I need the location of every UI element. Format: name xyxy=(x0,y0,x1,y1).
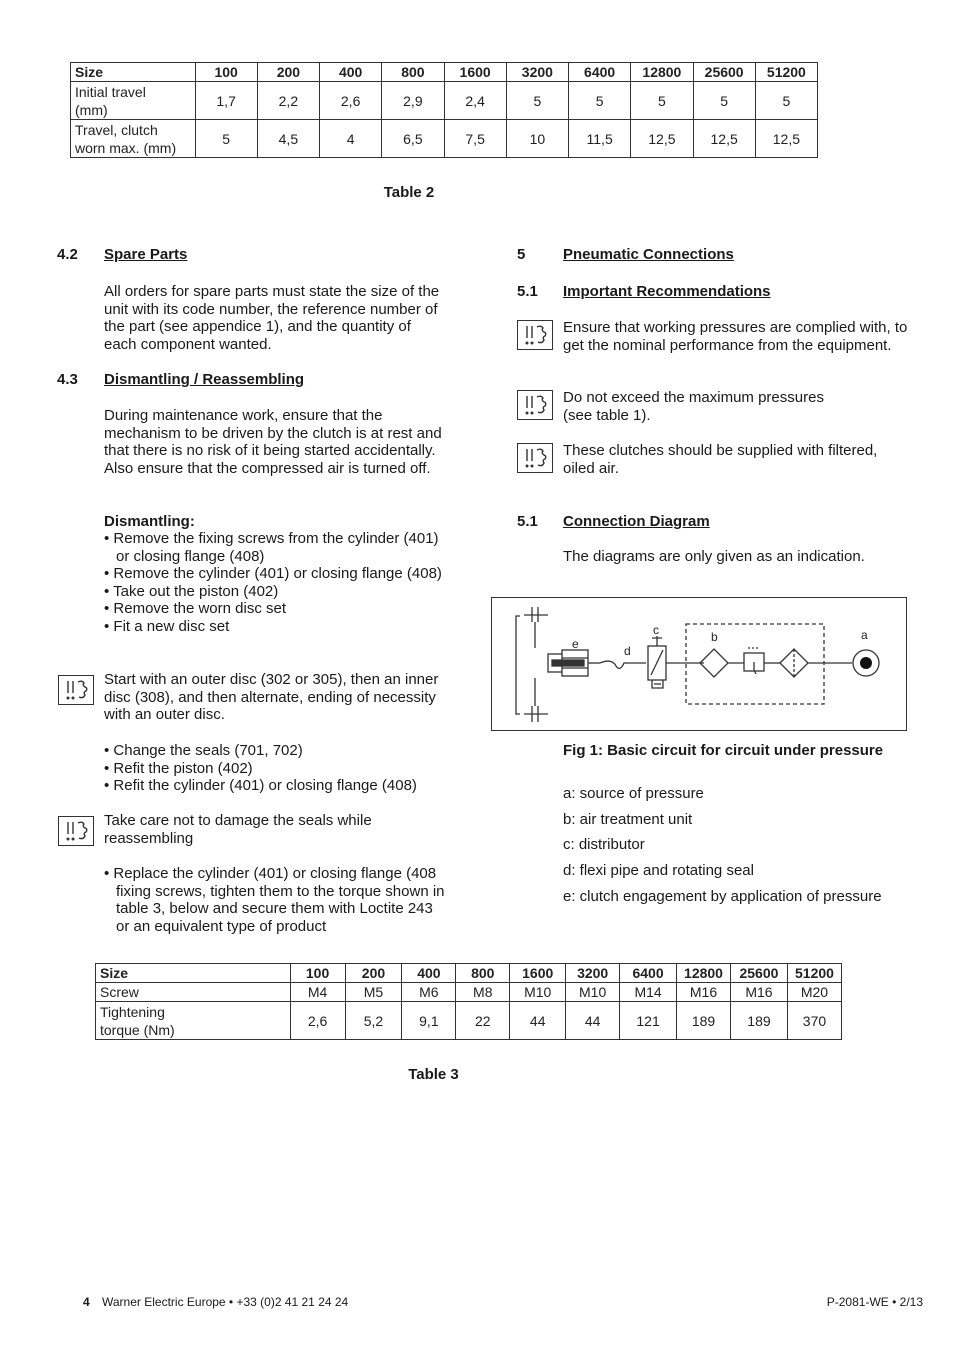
table-cell: 2,9 xyxy=(382,82,444,120)
caution-icon xyxy=(517,443,553,473)
table-row xyxy=(71,120,818,158)
table-cell: 22 xyxy=(456,1002,510,1040)
table-cell: M14 xyxy=(620,983,677,1002)
table-header-cell: 12800 xyxy=(677,964,731,983)
footer-company: Warner Electric Europe • +33 (0)2 41 21 24 24 xyxy=(102,1295,349,1309)
table-cell: 5 xyxy=(693,82,755,120)
table-cell: 2,6 xyxy=(290,1002,345,1040)
table-header-cell: 1600 xyxy=(510,964,566,983)
caution-icon xyxy=(58,816,94,846)
table-header-cell: Size xyxy=(96,964,291,983)
section-number: 5.1 xyxy=(517,283,538,300)
diagram-note: The diagrams are only given as an indication. xyxy=(563,548,865,565)
table-cell: 44 xyxy=(510,1002,566,1040)
label-d: d xyxy=(624,644,631,658)
list-item: • Remove the worn disc set xyxy=(104,600,444,618)
list-item: • Fit a new disc set xyxy=(104,618,444,636)
table-row xyxy=(71,82,818,120)
table-header-cell: 3200 xyxy=(506,63,568,82)
table-header-row xyxy=(96,964,842,983)
table-cell: 5 xyxy=(631,82,693,120)
table-header-cell: 51200 xyxy=(755,63,817,82)
table-cell: M5 xyxy=(345,983,402,1002)
table-cell: 11,5 xyxy=(569,120,631,158)
section-title-pneumatic: Pneumatic Connections xyxy=(563,246,734,263)
figure-caption: Fig 1: Basic circuit for circuit under pressure xyxy=(563,742,884,759)
table-cell: 5 xyxy=(195,120,257,158)
dismantling-subtitle: Dismantling: xyxy=(104,513,195,530)
table-header-cell: 3200 xyxy=(566,964,620,983)
row-label xyxy=(71,82,196,120)
page-number: 4 xyxy=(83,1295,90,1309)
legend-item: e: clutch engagement by application of pressure xyxy=(563,888,882,905)
table-cell: M6 xyxy=(402,983,456,1002)
row-label-line: (mm) xyxy=(75,101,108,118)
table-header-cell: 6400 xyxy=(569,63,631,82)
disc-order-note: Start with an outer disc (302 or 305), then an inner disc (308), and then alternate, ending of necessity with an outer disc. xyxy=(104,671,439,724)
table-2-caption: Table 2 xyxy=(383,184,435,201)
legend-item: c: distributor xyxy=(563,836,645,853)
table-header-cell: 100 xyxy=(195,63,257,82)
table-3 xyxy=(95,963,842,1040)
table-header-cell: Size xyxy=(71,63,196,82)
section-title-dismantling: Dismantling / Reassembling xyxy=(104,371,305,388)
dismantling-steps xyxy=(104,530,444,636)
list-item: • Remove the fixing screws from the cylinder (401) or closing flange (408) xyxy=(104,530,444,565)
label-e: e xyxy=(572,637,579,651)
table-cell: M10 xyxy=(510,983,566,1002)
table-cell: 5 xyxy=(569,82,631,120)
table-cell: M16 xyxy=(730,983,787,1002)
table-cell: 370 xyxy=(787,1002,841,1040)
table-cell: 12,5 xyxy=(755,120,817,158)
table-cell: 189 xyxy=(677,1002,731,1040)
table-cell: 2,2 xyxy=(257,82,319,120)
row-label xyxy=(71,120,196,158)
table-header-cell: 6400 xyxy=(620,964,677,983)
table-cell: 5,2 xyxy=(345,1002,402,1040)
table-header-cell: 100 xyxy=(290,964,345,983)
table-cell: M20 xyxy=(787,983,841,1002)
table-header-cell: 400 xyxy=(402,964,456,983)
table-cell: 1,7 xyxy=(195,82,257,120)
warning-filtered-air: These clutches should be supplied with filtered, oiled air. xyxy=(563,442,878,477)
row-label-line: Initial travel xyxy=(75,83,146,100)
table-header-cell: 12800 xyxy=(631,63,693,82)
table-header-cell: 400 xyxy=(320,63,382,82)
table-cell: 4 xyxy=(320,120,382,158)
section-number: 5 xyxy=(517,246,526,263)
table-header-cell: 200 xyxy=(257,63,319,82)
table-cell: M8 xyxy=(456,983,510,1002)
table-cell: 5 xyxy=(755,82,817,120)
table-row xyxy=(96,1002,842,1040)
warning-pressure-compliance: Ensure that working pressures are complied with, to get the nominal performance from the equipment. xyxy=(563,319,908,354)
circuit-drawing xyxy=(492,598,906,730)
legend-item: b: air treatment unit xyxy=(563,811,693,828)
label-c: c xyxy=(653,623,659,637)
table-cell: 10 xyxy=(506,120,568,158)
table-cell: 4,5 xyxy=(257,120,319,158)
reassembly-steps xyxy=(104,742,449,795)
table-header-cell: 200 xyxy=(345,964,402,983)
table-cell: 5 xyxy=(506,82,568,120)
table-cell: 2,4 xyxy=(444,82,506,120)
section-title-recommendations: Important Recommendations xyxy=(563,283,771,300)
table-cell: 2,6 xyxy=(320,82,382,120)
list-item: • Take out the piston (402) xyxy=(104,583,444,601)
table-header-cell: 1600 xyxy=(444,63,506,82)
section-number: 5.1 xyxy=(517,513,538,530)
section-title-spare-parts: Spare Parts xyxy=(104,246,188,263)
table-header-cell: 800 xyxy=(382,63,444,82)
legend-item: a: source of pressure xyxy=(563,785,704,802)
table-cell: 44 xyxy=(566,1002,620,1040)
section-title-connection-diagram: Connection Diagram xyxy=(563,513,710,530)
row-label: Screw xyxy=(96,983,291,1002)
table-header-cell: 51200 xyxy=(787,964,841,983)
list-item: • Remove the cylinder (401) or closing flange (408) xyxy=(104,565,444,583)
row-label-line: worn max. (mm) xyxy=(75,139,177,156)
table-cell: M16 xyxy=(677,983,731,1002)
table-2 xyxy=(70,62,818,158)
list-item: • Change the seals (701, 702) xyxy=(104,742,449,760)
list-item: • Replace the cylinder (401) or closing flange (408 fixing screws, tighten them to the torque shown in table 3, below and secure them with Loctite 243 or an equivalent type of product xyxy=(104,865,449,935)
label-b: b xyxy=(711,630,718,644)
row-label-line: Tightening xyxy=(100,1003,165,1020)
warning-max-pressure: Do not exceed the maximum pressures (see table 1). xyxy=(563,389,824,424)
table-cell: 12,5 xyxy=(631,120,693,158)
final-steps xyxy=(104,865,449,935)
table-header-cell: 25600 xyxy=(730,964,787,983)
caution-icon xyxy=(58,675,94,705)
list-item: • Refit the cylinder (401) or closing flange (408) xyxy=(104,777,449,795)
table-3-caption: Table 3 xyxy=(408,1066,459,1083)
section-number: 4.3 xyxy=(57,371,78,388)
row-label-line: Travel, clutch xyxy=(75,121,158,138)
section-number: 4.2 xyxy=(57,246,78,263)
footer-doc-ref: P-2081-WE • 2/13 xyxy=(826,1295,923,1309)
row-label-line: torque (Nm) xyxy=(100,1021,175,1038)
legend-item: d: flexi pipe and rotating seal xyxy=(563,862,754,879)
list-item: • Refit the piston (402) xyxy=(104,760,449,778)
table-cell: M10 xyxy=(566,983,620,1002)
spare-parts-paragraph: All orders for spare parts must state the size of the unit with its code number, the reference number of the part (see appendice 1), and the quantity of each component wanted. xyxy=(104,283,440,353)
table-cell: 12,5 xyxy=(693,120,755,158)
table-cell: 189 xyxy=(730,1002,787,1040)
table-header-row xyxy=(71,63,818,82)
table-cell: 121 xyxy=(620,1002,677,1040)
table-cell: M4 xyxy=(290,983,345,1002)
label-a: a xyxy=(861,628,868,642)
table-row xyxy=(96,983,842,1002)
table-cell: 9,1 xyxy=(402,1002,456,1040)
caution-icon xyxy=(517,320,553,350)
table-cell: 6,5 xyxy=(382,120,444,158)
pneumatic-circuit-diagram xyxy=(491,597,907,731)
table-header-cell: 25600 xyxy=(693,63,755,82)
table-header-cell: 800 xyxy=(456,964,510,983)
dismantling-paragraph: During maintenance work, ensure that the mechanism to be driven by the clutch is at rest and that there is no risk of it being started accidentally. Also ensure that the compressed air is turned off. xyxy=(104,407,442,477)
row-label xyxy=(96,1002,291,1040)
seals-note: Take care not to damage the seals while reassembling xyxy=(104,812,372,847)
table-cell: 7,5 xyxy=(444,120,506,158)
caution-icon xyxy=(517,390,553,420)
